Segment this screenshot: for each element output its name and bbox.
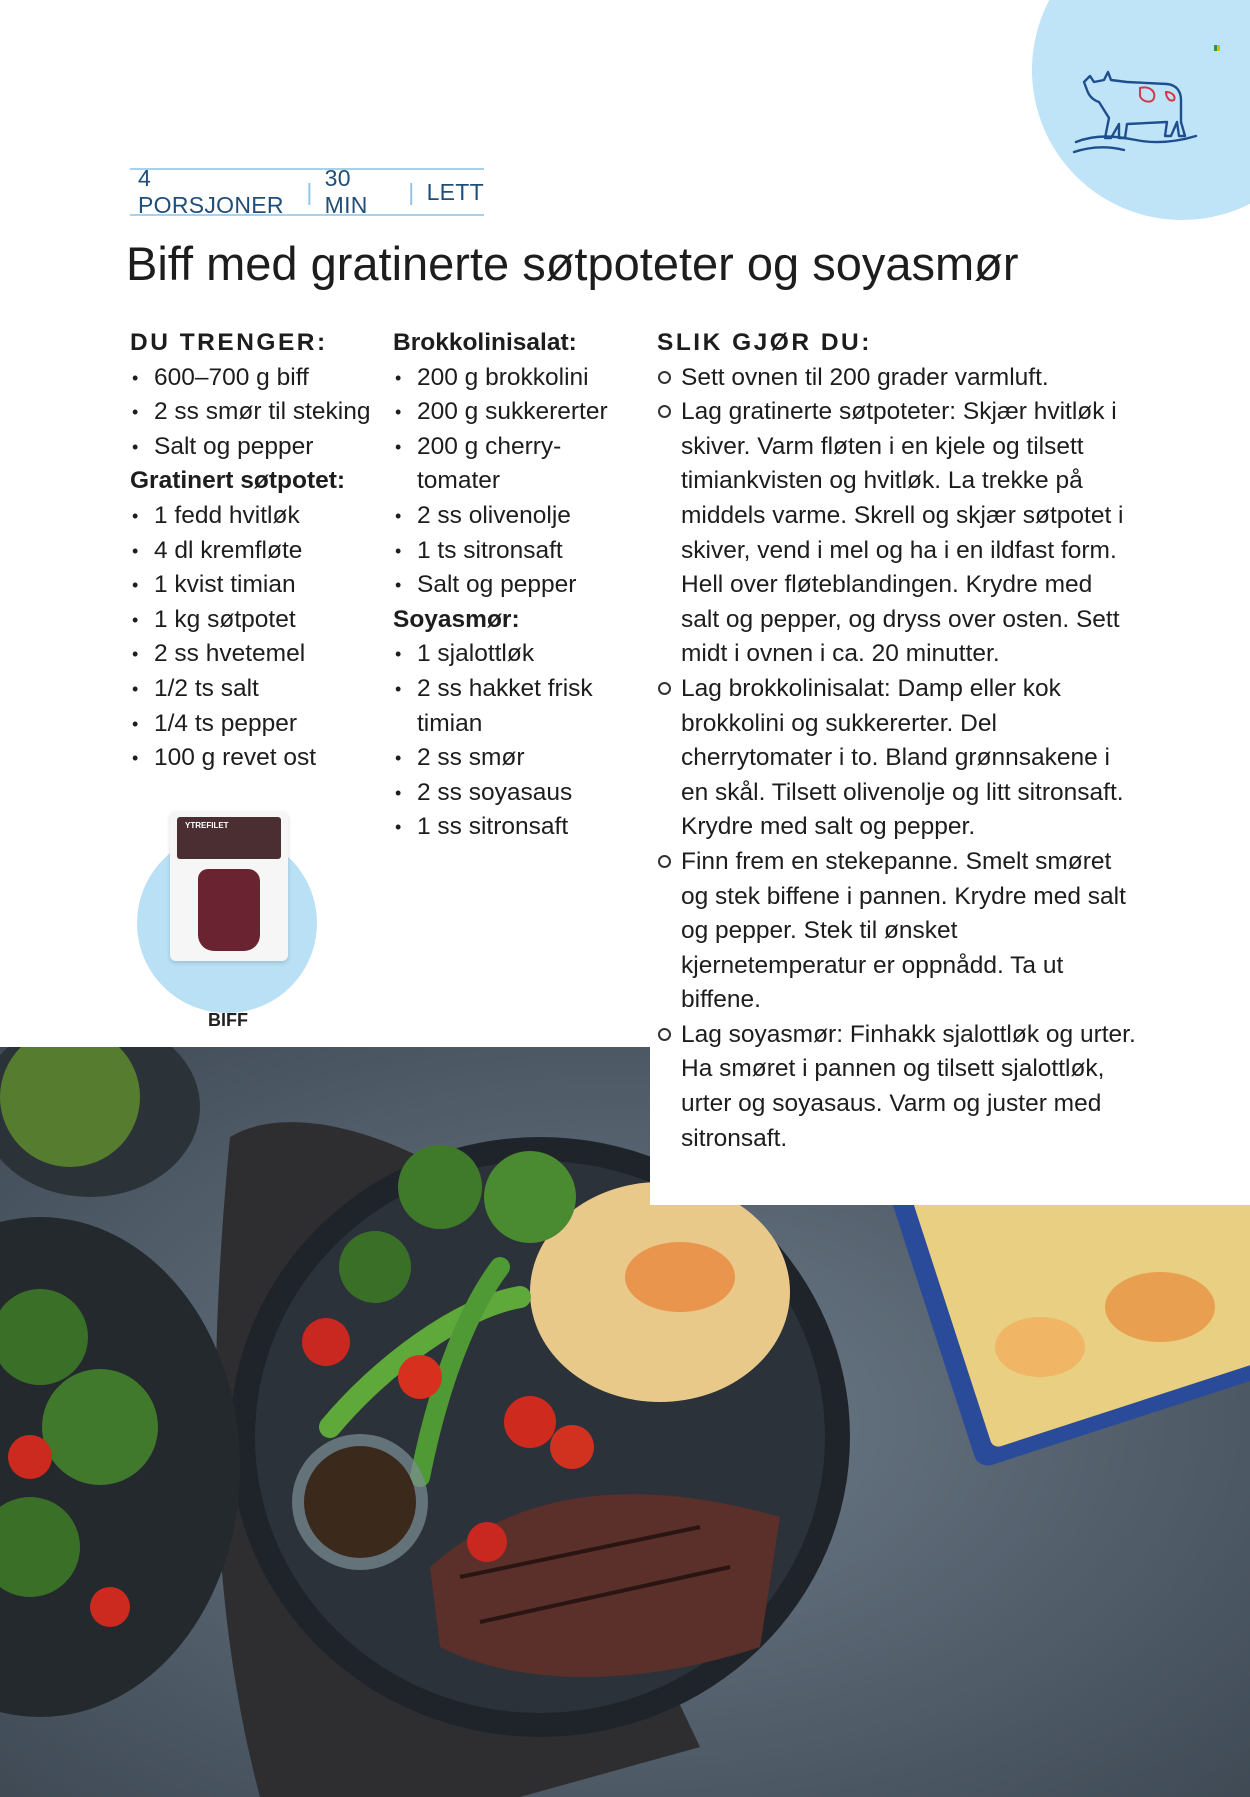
- product-label: BIFF: [208, 1010, 248, 1030]
- subheading-soy-butter: Soyasmør:: [393, 605, 520, 633]
- ingredient-item: • 1 ss sitronsaft: [393, 810, 648, 845]
- pack-label: YTREFILET: [177, 817, 281, 859]
- ingredient-item: • 1 fedd hvitløk: [130, 499, 385, 534]
- product-image: [170, 811, 288, 961]
- ingredient-item: • Salt og pepper: [393, 568, 648, 603]
- ingredient-item: • 1 kg søtpotet: [130, 603, 385, 638]
- ingredient-item: • 1 kvist timian: [130, 568, 385, 603]
- ingredient-item: • 2 ss olivenolje: [393, 499, 648, 534]
- difficulty: LETT: [426, 178, 484, 205]
- meta-separator: |: [408, 178, 415, 205]
- ingredient-item: • 200 g brokkolini: [393, 361, 648, 396]
- corner-mark: [1214, 36, 1222, 42]
- ingredient-item: • 1/2 ts salt: [130, 672, 385, 707]
- method-step: Lag brokkolinisalat: Damp eller kok brokkolini og sukkererter. Del cherrytomater i to. Bland grønnsakene i en skål. Tilsett olivenolje og litt sitronsaft. Krydre med salt og pepper.: [657, 672, 1137, 845]
- method-column: [657, 326, 1137, 1156]
- ingredient-item: • 600–700 g biff: [130, 361, 385, 396]
- subheading-broccoli-salad: Brokkolinisalat:: [393, 329, 577, 356]
- ingredients-column-2: [393, 326, 648, 845]
- time: 30 MIN: [324, 165, 368, 218]
- ingredient-item: • 2 ss smør: [393, 741, 648, 776]
- pack-meat: [198, 869, 260, 951]
- method-step: Sett ovnen til 200 grader varmluft.: [657, 361, 1137, 396]
- method-step: Lag soyasmør: Finhakk sjalottløk og urter. Ha smøret i pannen og tilsett sjalottløk, urter og soyasaus. Varm og juster med sitronsaft.: [657, 1018, 1137, 1156]
- method-step: Lag gratinerte søtpoteter: Skjær hvitløk i skiver. Varm fløten i en kjele og tilsett timiankvisten og hvitløk. La trekke på middels varme. Skrell og skjær søtpotet i skiver, vend i mel og ha i en ildfast form. Hell over fløteblandingen. Krydre med salt og pepper, og dryss over osten. Sett midt i ovnen i ca. 20 minutter.: [657, 395, 1137, 672]
- recipe-meta: [130, 165, 484, 218]
- ingredient-item: • 200 g cherry- tomater: [393, 430, 648, 499]
- ingredients-column-1: [130, 326, 385, 776]
- ingredient-item: • 2 ss hvetemel: [130, 637, 385, 672]
- ingredient-item: • 2 ss smør til steking: [130, 395, 385, 430]
- ingredient-item: • 2 ss soyasaus: [393, 776, 648, 811]
- ingredient-item: • 200 g sukkererter: [393, 395, 648, 430]
- recipe-title: Biff med gratinerte søtpoteter og soyasmør: [126, 237, 1019, 290]
- portions: 4 PORSJONER: [138, 165, 284, 218]
- ingredient-item: • 4 dl kremfløte: [130, 534, 385, 569]
- ingredient-item: • 1/4 ts pepper: [130, 707, 385, 742]
- ingredients-heading: DU TRENGER:: [130, 329, 328, 356]
- ingredient-item: • Salt og pepper: [130, 430, 385, 465]
- method-heading: SLIK GJØR DU:: [657, 329, 872, 356]
- method-step: Finn frem en stekepanne. Smelt smøret og stek biffene i pannen. Krydre med salt og pepper. Stek til ønsket kjernetemperatur er oppnådd. Ta ut biffene.: [657, 845, 1137, 1018]
- subheading-sweet-potato: Gratinert søtpotet:: [130, 467, 346, 495]
- meta-separator: |: [306, 178, 313, 205]
- ingredient-item: • 100 g revet ost: [130, 741, 385, 776]
- cow-icon: [1070, 62, 1200, 162]
- ingredient-item: • 1 sjalottløk: [393, 637, 648, 672]
- ingredient-item: • 2 ss hakket frisk timian: [393, 672, 648, 741]
- ingredient-item: • 1 ts sitronsaft: [393, 534, 648, 569]
